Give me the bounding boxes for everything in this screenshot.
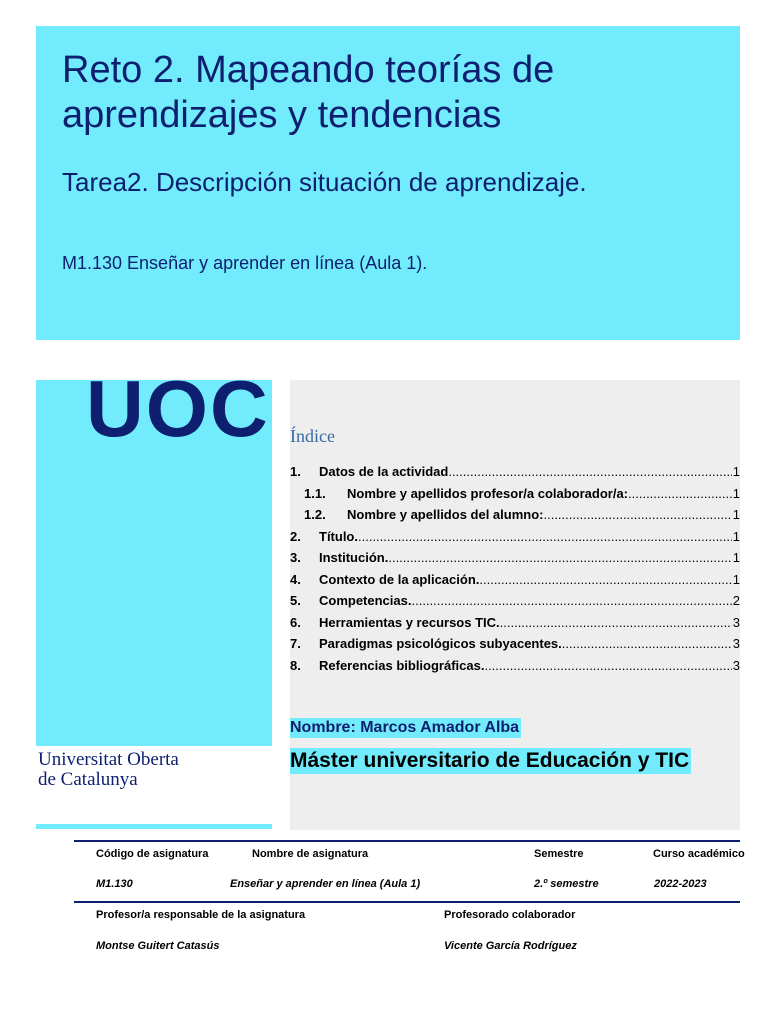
toc-item[interactable]	[290, 486, 740, 508]
toc-page: 3	[732, 657, 740, 673]
university-name	[38, 750, 278, 790]
toc-leader	[500, 615, 732, 630]
toc-label: Datos de la actividad	[319, 464, 449, 479]
toc-leader	[479, 572, 731, 587]
toc-page: 1	[732, 485, 740, 501]
toc-leader	[562, 636, 732, 651]
student-name: Nombre: Marcos Amador Alba	[290, 719, 520, 736]
toc-label: Contexto de la aplicación.	[319, 571, 480, 587]
toc-label: Institución.	[319, 550, 389, 565]
document-subtitle: Tarea2. Descripción situación de aprendizaje.	[62, 167, 587, 197]
toc-leader	[448, 464, 731, 479]
toc-leader	[388, 550, 731, 565]
toc-page: 1	[732, 464, 740, 479]
subject-name-label: Nombre de asignatura	[252, 848, 369, 860]
toc-label: Nombre y apellidos del alumno:	[347, 507, 544, 522]
toc-number: 2.	[290, 528, 301, 544]
toc-leader	[543, 507, 731, 522]
toc-page: 1	[732, 507, 740, 522]
toc-item[interactable]	[290, 550, 740, 572]
toc-item[interactable]	[290, 658, 740, 680]
uoc-logo: UOC	[86, 380, 270, 453]
toc-page: 1	[732, 550, 740, 565]
toc-item[interactable]	[290, 464, 740, 486]
semester-label: Semestre	[534, 848, 584, 860]
collaborator-label: Profesorado colaborador	[444, 909, 576, 921]
toc-leader	[628, 486, 732, 501]
semester-value: 2.º semestre	[534, 878, 599, 890]
uoc-brand-panel	[36, 380, 272, 746]
subject-code: M1.130	[96, 878, 133, 890]
toc-label: Referencias bibliográficas.	[319, 657, 485, 673]
toc-label: Paradigmas psicológicos subyacentes.	[319, 636, 562, 651]
university-name-line2: de Catalunya	[38, 769, 138, 790]
table-of-contents	[290, 464, 740, 679]
toc-page: 3	[732, 614, 740, 630]
professor-label: Profesor/a responsable de la asignatura	[96, 909, 306, 921]
decorative-bar	[36, 824, 272, 829]
toc-label: Competencias.	[319, 593, 412, 608]
professor-name: Montse Guitert Catasús	[96, 940, 220, 952]
course-name: M1.130 Enseñar y aprender en línea (Aula 1).	[62, 253, 428, 273]
toc-label: Título.	[319, 528, 358, 544]
toc-item[interactable]	[290, 529, 740, 551]
toc-leader	[358, 529, 732, 544]
toc-number: 4.	[290, 571, 301, 587]
toc-item[interactable]	[290, 507, 740, 529]
toc-number: 7.	[290, 636, 301, 651]
toc-number: 6.	[290, 614, 301, 630]
toc-number: 1.1.	[304, 485, 326, 501]
toc-number: 3.	[290, 550, 301, 565]
toc-leader	[411, 593, 731, 608]
toc-label: Nombre y apellidos profesor/a colaborador/a:	[347, 485, 629, 501]
collaborator-name: Vicente García Rodríguez	[444, 940, 577, 952]
toc-item[interactable]	[290, 593, 740, 615]
index-title: Índice	[290, 426, 335, 446]
document-title: Reto 2. Mapeando teorías de aprendizajes y tendencias	[62, 49, 555, 136]
toc-page: 1	[732, 528, 740, 544]
toc-item[interactable]	[290, 615, 740, 637]
header-banner	[36, 26, 740, 340]
toc-page: 1	[732, 571, 740, 587]
table-top-rule	[74, 840, 740, 842]
toc-leader	[484, 658, 731, 673]
toc-page: 3	[732, 636, 740, 651]
index-panel	[290, 380, 740, 830]
toc-item[interactable]	[290, 572, 740, 594]
academic-year-label: Curso académico	[653, 848, 745, 860]
toc-number: 5.	[290, 593, 301, 608]
academic-year: 2022-2023	[654, 878, 707, 890]
toc-item[interactable]	[290, 636, 740, 658]
toc-number: 1.	[290, 464, 301, 479]
toc-number: 8.	[290, 657, 301, 673]
university-name-line1: Universitat Oberta	[38, 749, 179, 770]
toc-page: 2	[732, 593, 740, 608]
code-label: Código de asignatura	[96, 848, 209, 860]
subject-name: Enseñar y aprender en línea (Aula 1)	[230, 878, 421, 890]
table-mid-rule	[74, 901, 740, 903]
master-program: Máster universitario de Educación y TIC	[290, 749, 690, 772]
toc-label: Herramientas y recursos TIC.	[319, 614, 500, 630]
toc-number: 1.2.	[304, 507, 326, 522]
